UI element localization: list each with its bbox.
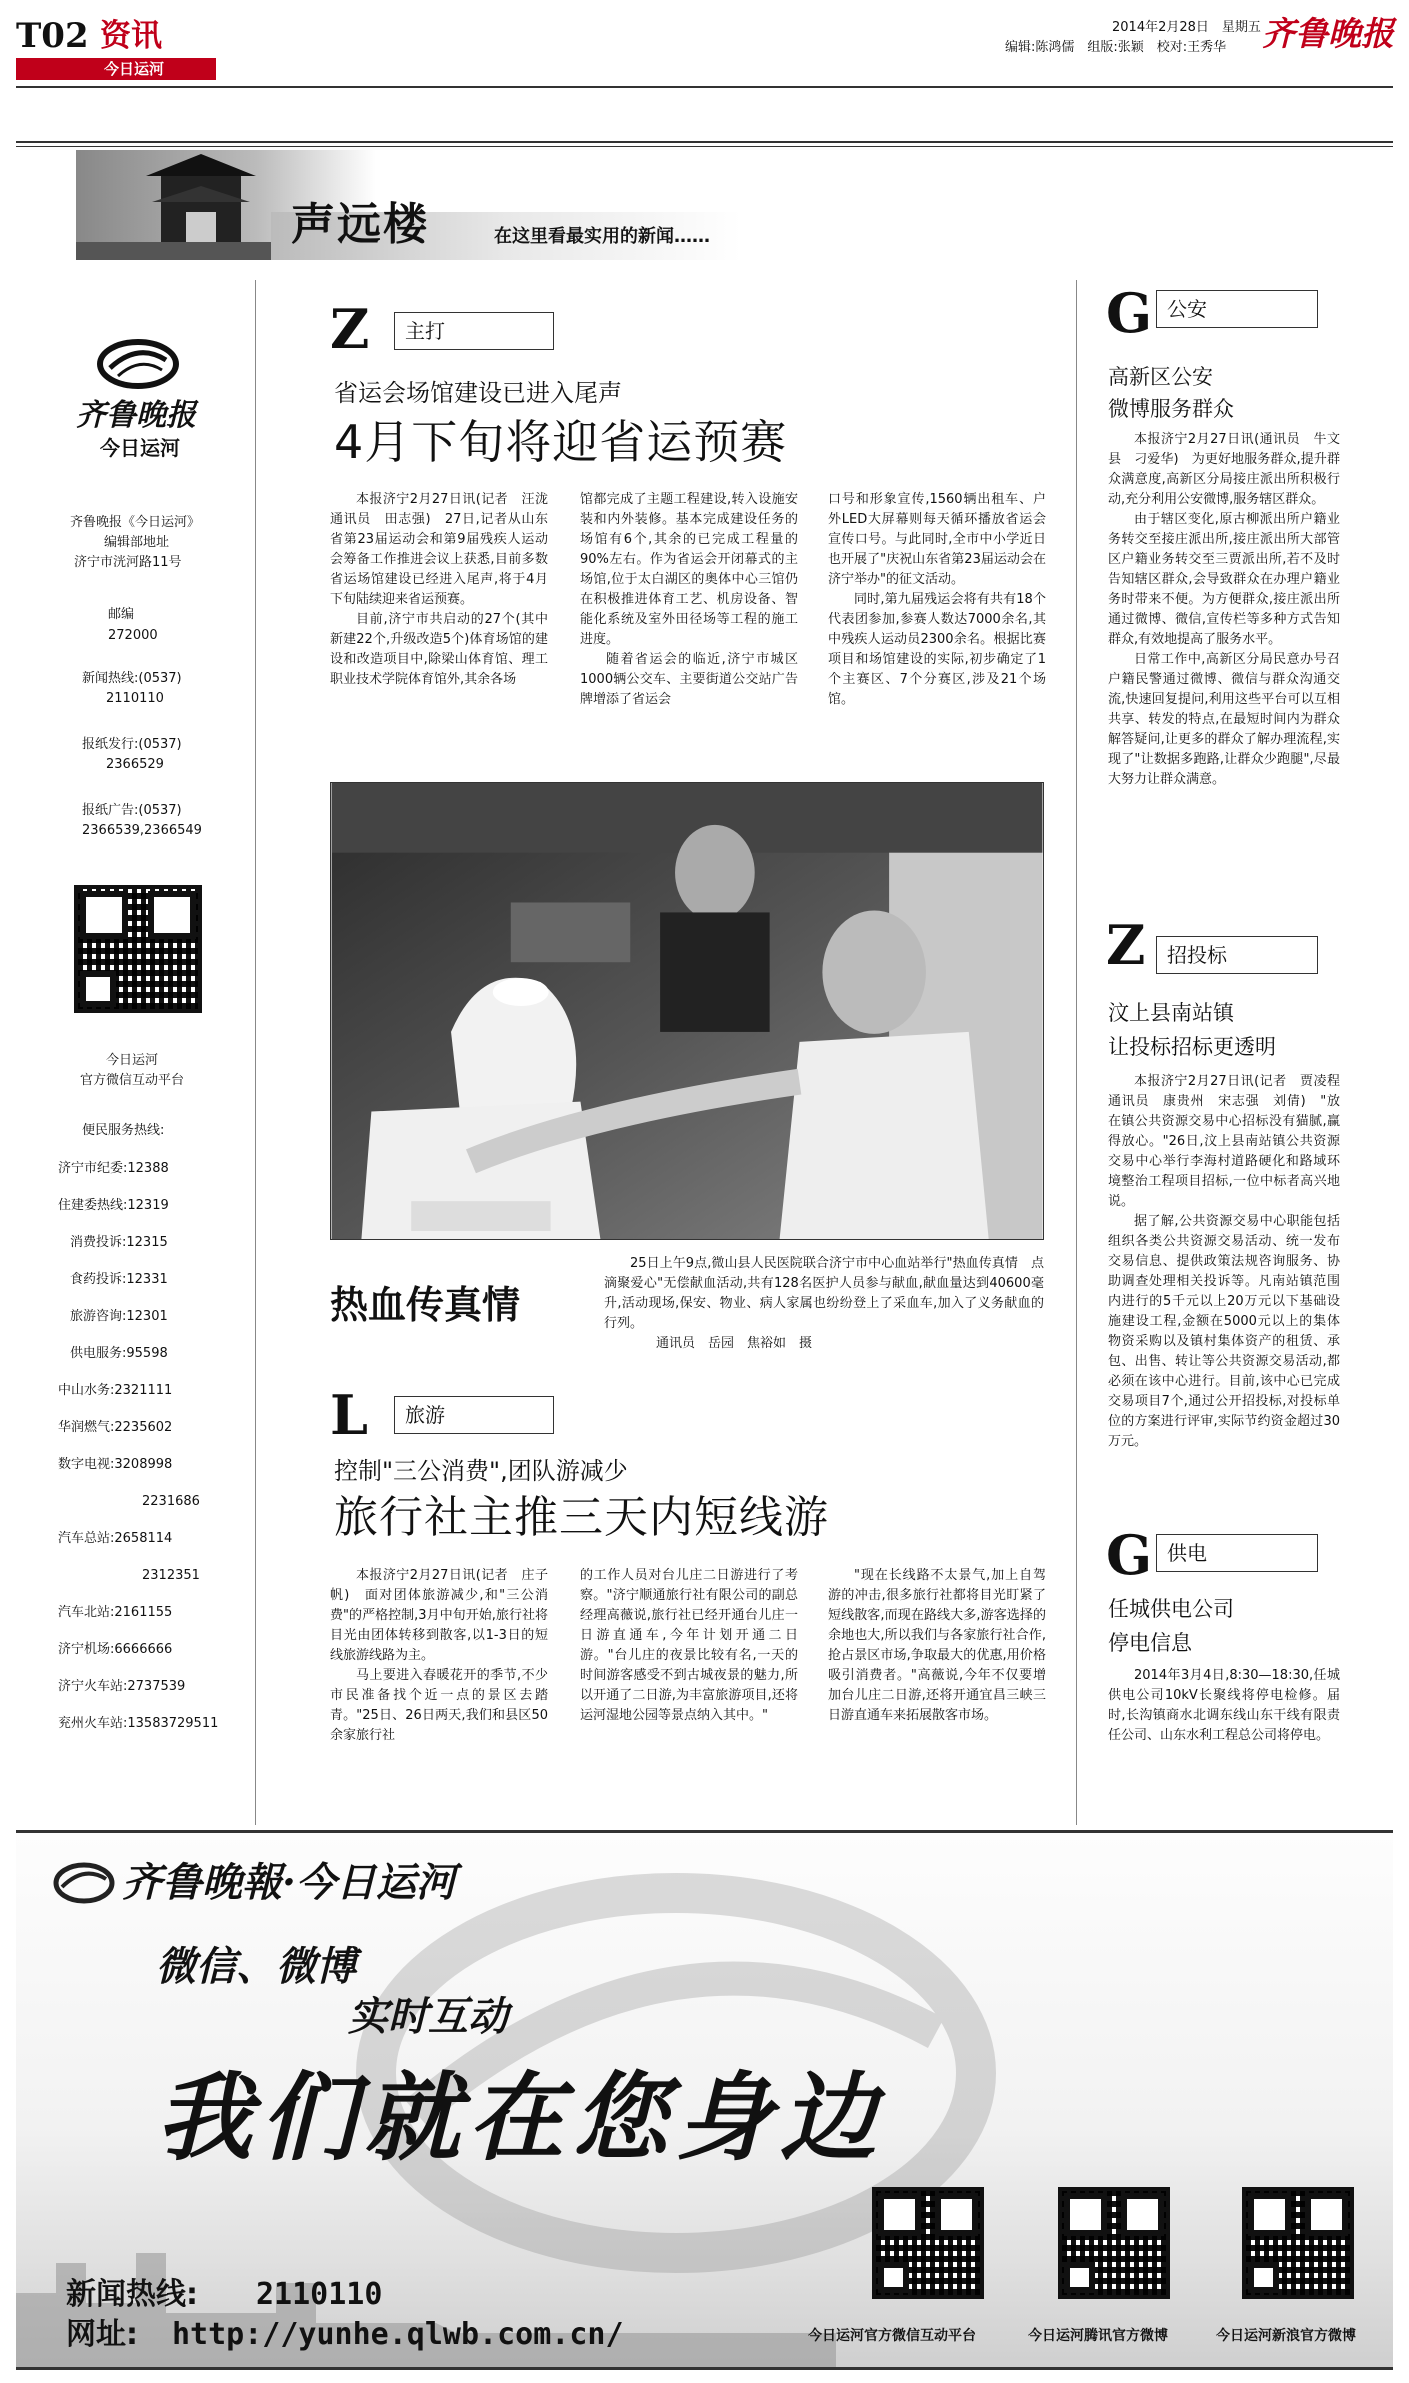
photo-caption-block xyxy=(604,1254,1044,1354)
hotline-item: 供电服务:95598 xyxy=(70,1346,168,1361)
ads-numbers: 2366539,2366549 xyxy=(82,823,202,838)
hotline-item: 济宁机场:6666666 xyxy=(58,1642,173,1657)
paragraph: 马上要进入春暖花开的季节,不少市民准备找个近一点的景区去踏青。"25日、26日两天,我们和县区50余家旅行社 xyxy=(330,1668,548,1743)
qr-caption-2: 官方微信互动平台 xyxy=(80,1073,185,1088)
news-hotline-label: 新闻热线:(0537) xyxy=(82,671,182,686)
top-rule xyxy=(16,141,1393,147)
paragraph: 本报济宁2月27日讯(记者 汪泷 通讯员 田志强) 27日,记者从山东省第23届运动会和第9届残疾人运动会筹备工作推进会议上获悉,目前多数省运场馆建设已经进入尾声,将于4月下旬陆续迎来省运预赛。 xyxy=(330,492,562,607)
right-item3-letter: G xyxy=(1106,1523,1153,1587)
right-item1-letter: G xyxy=(1106,281,1153,345)
ad-site-label: 网址: xyxy=(66,2317,138,2352)
page-header xyxy=(0,0,1409,90)
hotline-item: 旅游咨询:12301 xyxy=(70,1309,168,1324)
paragraph: 2014年3月4日,8:30—18:30,任城供电公司10kV长聚线将停电检修。届时,长沟镇商水北调东线山东干线有限责任公司、山东水利工程总公司将停电。 xyxy=(1108,1668,1340,1743)
paragraph: 本报济宁2月27日讯(记者 庄子帆) 面对团体旅游减少,和"三公消费"的严格控制,3月中旬开始,旅行社将目光由团体转移到散客,以1-3日的短线旅游线路为主。 xyxy=(330,1568,548,1663)
hotline-item: 兖州火车站:13583729511 xyxy=(58,1716,219,1731)
right-item1-body xyxy=(1108,430,1340,790)
subsection-title: 今日运河 xyxy=(104,60,165,78)
distribution-number: 2366529 xyxy=(106,757,164,772)
paragraph: 本报济宁2月27日讯(通讯员 牛文县 刁爱华) 为更好地服务群众,提升群众满意度,高新区分局接庄派出所积极行动,充分利用公安微博,服务辖区群众。 xyxy=(1108,432,1340,507)
header-rule xyxy=(16,86,1393,88)
ad-line-1: 微信、微博 xyxy=(156,1943,356,1990)
hotline-item: 济宁火车站:2737539 xyxy=(58,1679,186,1694)
banner-title: 声远楼 xyxy=(291,199,429,250)
address-line-2: 编辑部地址 xyxy=(104,535,170,550)
right-column-divider xyxy=(1076,280,1077,1825)
paragraph: 馆都完成了主题工程建设,转入设施安装和内外装修。基本完成建设任务的场馆有6个,其余的已完成工程量的90%左右。作为省运会开闭幕式的主场馆,位于太白湖区的奥体中心三馆仍在积极推进体育工艺、机房设备、智能化系统及室外田径场等工程的施工进度。 xyxy=(580,492,798,647)
paragraph: 口号和形象宣传,1560辆出租车、户外LED大屏幕则每天循环播放省运会宣传口号。与此同时,全市中小学近日也开展了"庆祝山东省第23届运动会在济宁举办"的征文活动。 xyxy=(828,492,1046,587)
paragraph: 同时,第九届残运会将有共有18个代表团参加,参赛人数达7000余名,其中残疾人运动员2300余名。根据比赛项目和场馆建设的实际,初步确定了1个主赛区、7个分赛区,涉及21个场馆。 xyxy=(828,592,1046,707)
hotline-list xyxy=(58,1160,258,1752)
hotline-item: 华润燃气:2235602 xyxy=(58,1420,173,1435)
photo-credit: 通讯员 岳园 焦裕如 摄 xyxy=(656,1336,813,1351)
paragraph: 据了解,公共资源交易中心职能包括组织各类公共资源交易活动、统一发布交易信息、提供政策法规咨询服务、协助调查处理相关投诉等。凡南站镇范围内进行的5千元以上20万元以下基础设施建设工程,金额在5000元以上的集体物资采购以及镇村集体资产的租赁、承包、出售、转让等公共资源交易活动,都必须在该中心进行。目前,该中心已完成交易项目7个,通过公开招投标,对投标单位的方案进行评审,实际节约资金超过30万元。 xyxy=(1108,1214,1340,1449)
article2-tag: 旅游 xyxy=(394,1396,554,1434)
banner-subtitle: 在这里看最实用的新闻…… xyxy=(494,226,710,247)
photo-title: 热血传真情 xyxy=(330,1282,521,1327)
ad-line-2: 实时互动 xyxy=(348,1993,508,2040)
photo-caption: 25日上午9点,微山县人民医院联合济宁市中心血站举行"热血传真情 点滴聚爱心"无偿献血活动,共有128名医护人员参与献血,献血量达到40600毫升,活动现场,保安、物业、病人家属也纷纷登上了采血车,加入了义务献血的行列。 xyxy=(604,1256,1044,1331)
ads-label: 报纸广告:(0537) xyxy=(82,803,182,818)
right-item3-body xyxy=(1108,1666,1340,1746)
newspaper-logo-icon xyxy=(96,338,180,390)
article1-col1 xyxy=(330,490,562,690)
editors-line: 编辑:陈鸿儒 组版:张颖 校对:王秀华 xyxy=(1005,40,1227,55)
postcode: 272000 xyxy=(108,628,158,643)
paragraph: 的工作人员对台儿庄二日游进行了考察。"济宁顺通旅行社有限公司的副总经理高薇说,旅行社已经开通台儿庄一日游直通车,今年计划开通二日游。"台儿庄的夜景比较有名,一天的时间游客感受不到古城夜景的魅力,所以开通了二日游,为丰富旅游项目,还将运河湿地公园等景点纳入其中。" xyxy=(580,1568,798,1723)
right-item1-headline-2: 微博服务群众 xyxy=(1108,397,1234,421)
hotline-item: 住建委热线:12319 xyxy=(58,1198,169,1213)
hotline-item: 济宁市纪委:12388 xyxy=(58,1161,169,1176)
tencent-weibo-qr-code[interactable] xyxy=(1058,2187,1170,2299)
article1-col3 xyxy=(828,490,1046,710)
ad-site-link[interactable]: http://yunhe.qlwb.com.cn/ xyxy=(172,2317,624,2352)
blood-donation-photo xyxy=(330,782,1044,1240)
paragraph: 目前,济宁市共启动的27个(其中新建22个,升级改造5个)体育场馆的建设和改造项目中,除梁山体育馆、理工职业技术学院体育馆外,其余各场 xyxy=(330,612,548,687)
issue-date: 2014年2月28日 星期五 xyxy=(1112,20,1261,35)
qr-caption-wechat: 今日运河官方微信互动平台 xyxy=(808,2328,976,2344)
qr-caption-tencent: 今日运河腾讯官方微博 xyxy=(1028,2328,1168,2344)
hotline-item: 汽车北站:2161155 xyxy=(58,1605,173,1620)
news-hotline: 2110110 xyxy=(106,691,164,706)
ad-slogan: 我们就在您身边 xyxy=(156,2061,884,2174)
paragraph: 由于辖区变化,原古柳派出所户籍业务转交至接庄派出所,接庄派出所大部管区户籍业务转交至三贾派出所,若不及时告知辖区群众,会导致群众在办理户籍业务时带来不便。为方便群众,接庄派出所通过微博、微信,宣传栏等多种方式告知群众,有效地提高了服务水平。 xyxy=(1108,512,1340,647)
article1-tag: 主打 xyxy=(394,312,554,350)
hotline-item: 汽车总站:2658114 xyxy=(58,1531,173,1546)
right-item2-letter: Z xyxy=(1106,913,1146,977)
hotline-item: 数字电视:3208998 xyxy=(58,1457,173,1472)
article2-col2 xyxy=(580,1566,798,1726)
right-item2-headline-1: 汶上县南站镇 xyxy=(1108,1001,1234,1025)
qr-caption-1: 今日运河 xyxy=(106,1053,159,1068)
ad-panel xyxy=(16,1830,1393,2370)
right-item3-headline-1: 任城供电公司 xyxy=(1108,1597,1234,1621)
sidebar xyxy=(16,280,256,1825)
sidebar-logo-name: 齐鲁晚报 xyxy=(76,398,196,433)
sina-weibo-qr-code[interactable] xyxy=(1242,2187,1354,2299)
banner xyxy=(16,150,1393,265)
hotline-item: 食药投诉:12331 xyxy=(70,1272,168,1287)
hotline-item: 消费投诉:12315 xyxy=(70,1235,168,1250)
sidebar-logo-sub: 今日运河 xyxy=(100,436,180,460)
article1-letter: Z xyxy=(330,297,370,361)
section-title: 资讯 xyxy=(100,18,162,54)
article2-subhead: 控制"三公消费",团队游减少 xyxy=(334,1457,628,1485)
article1-subhead: 省运会场馆建设已进入尾声 xyxy=(334,379,622,407)
wechat-qr-code[interactable] xyxy=(872,2187,984,2299)
address-line-1: 齐鲁晚报《今日运河》 xyxy=(70,515,201,530)
right-item2-body xyxy=(1108,1072,1354,1452)
distribution-label: 报纸发行:(0537) xyxy=(82,737,182,752)
wechat-qr-code[interactable] xyxy=(74,885,202,1013)
right-item1-headline-1: 高新区公安 xyxy=(1108,365,1213,389)
right-item2-tag: 招投标 xyxy=(1156,936,1318,974)
right-item1-tag: 公安 xyxy=(1156,290,1318,328)
right-item2-headline-2: 让投标招标更透明 xyxy=(1108,1035,1276,1059)
ad-hotline: 2110110 xyxy=(256,2277,383,2312)
page-number: T02 xyxy=(16,16,89,56)
article1-col2 xyxy=(580,490,798,710)
hotline-item: 2231686 xyxy=(142,1494,200,1509)
paragraph: 日常工作中,高新区分局民意办号召户籍民警通过微博、微信与群众沟通交流,快速回复提问,利用这些平台可以互相共享、转发的特点,在最短时间内为群众解答疑问,让更多的群众了解办理流程,实现了"让数据多跑路,让群众少跑腿",尽最大努力让群众满意。 xyxy=(1108,652,1340,787)
right-item3-tag: 供电 xyxy=(1156,1534,1318,1572)
ad-hotline-label: 新闻热线: xyxy=(66,2277,198,2312)
qr-caption-sina: 今日运河新浪官方微博 xyxy=(1216,2328,1356,2344)
article2-col3 xyxy=(828,1566,1046,1726)
postcode-label: 邮编 xyxy=(108,607,135,622)
paragraph: "现在长线路不太景气,加上自驾游的冲击,很多旅行社都将目光盯紧了短线散客,而现在路线大多,游客选择的余地也大,所以我们与各家旅行社合作,抢占景区市场,争取最大的优惠,用价格吸引消费者。"高薇说,今年不仅要增加台儿庄二日游,还将开通宜昌三峡三日游直通车来拓展散客市场。 xyxy=(828,1568,1046,1723)
article1-headline: 4月下旬将迎省运预赛 xyxy=(334,415,788,469)
ad-brand: 齐鲁晚報·今日运河 xyxy=(122,1859,456,1906)
brand-logo-text: 齐鲁晚报 xyxy=(1262,14,1394,53)
article2-col1 xyxy=(330,1566,548,1746)
hotline-item: 2312351 xyxy=(142,1568,200,1583)
right-item3-headline-2: 停电信息 xyxy=(1108,1631,1192,1655)
paragraph: 本报济宁2月27日讯(记者 贾凌程 通讯员 康贵州 宋志强 刘倩) "放在镇公共资源交易中心招标没有猫腻,赢得放心。"26日,汶上县南站镇公共资源交易中心举行李海村道路硬化和路域环境整治工程项目招标,一位中标者高兴地说。 xyxy=(1108,1074,1354,1209)
address-line-3: 济宁市洸河路11号 xyxy=(74,555,182,570)
ad-logo-icon xyxy=(52,1861,116,1905)
paragraph: 随着省运会的临近,济宁市城区1000辆公交车、主要街道公交站广告牌增添了省运会 xyxy=(580,652,798,707)
article2-headline: 旅行社主推三天内短线游 xyxy=(334,1492,829,1543)
hotlines-title: 便民服务热线: xyxy=(82,1123,165,1138)
article2-letter: L xyxy=(330,1383,368,1447)
hotline-item: 中山水务:2321111 xyxy=(58,1383,173,1398)
